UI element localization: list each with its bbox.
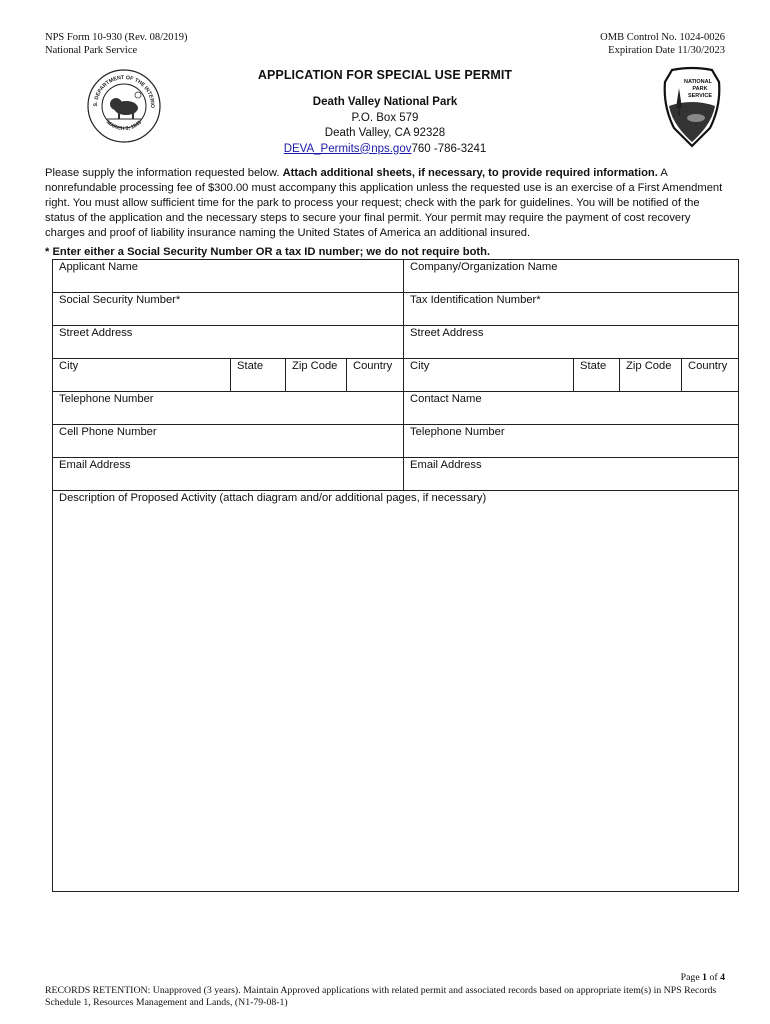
agency-name: National Park Service: [45, 45, 138, 56]
city-label-left: City: [59, 360, 79, 372]
form-header-right: [600, 31, 725, 57]
contact-line: [0, 142, 770, 158]
contact-name-label: Contact Name: [410, 393, 482, 405]
application-form-table: [52, 259, 739, 892]
description-label: Description of Proposed Activity (attach diagram and/or additional pages, if necessary): [59, 492, 487, 504]
current-page: 1: [702, 972, 708, 983]
email-label-right: Email Address: [410, 459, 482, 471]
zip-label-left: Zip Code: [292, 360, 338, 372]
tax-id-label: Tax Identification Number*: [410, 294, 541, 306]
intro-paragraph: [45, 166, 725, 241]
page-title: APPLICATION FOR SPECIAL USE PERMIT: [257, 68, 513, 82]
cell-phone-field[interactable]: [53, 425, 404, 458]
state-field-right[interactable]: [574, 359, 620, 392]
svg-text:MARCH 3, 1849: MARCH 3, 1849: [105, 119, 143, 133]
expiration-date: Expiration Date 11/30/2023: [608, 45, 725, 56]
email-field-right[interactable]: [404, 458, 739, 491]
zip-label-right: Zip Code: [626, 360, 672, 372]
street-address-label-right: Street Address: [410, 327, 484, 339]
contact-name-field[interactable]: [404, 392, 739, 425]
page-of-label: of: [707, 972, 721, 983]
phone-number: 760 -786-3241: [411, 142, 487, 155]
form-header-left: [45, 31, 188, 57]
email-link[interactable]: DEVA_Permits@nps.gov: [283, 142, 412, 155]
city-state-zip: Death Valley, CA 92328: [324, 127, 446, 139]
city-label-right: City: [410, 360, 430, 372]
ssn-field[interactable]: [53, 293, 404, 326]
telephone-field-left[interactable]: [53, 392, 404, 425]
telephone-field-right[interactable]: [404, 425, 739, 458]
applicant-name-field[interactable]: [53, 260, 404, 293]
state-label-left: State: [237, 360, 264, 372]
ssn-note: * Enter either a Social Security Number OR a tax ID number; we do not require both.: [45, 246, 491, 258]
page-number: [45, 972, 725, 985]
records-retention-text: RECORDS RETENTION: Unapproved (3 years). Maintain Approved applications with related permit and associated records based on appropriate item(s) in NPS Records Schedule 1, Resources Management and Lands, (N1-79-08-1): [45, 984, 717, 1008]
country-label-right: Country: [688, 360, 728, 372]
svg-text:NATIONAL: NATIONAL: [683, 79, 713, 85]
city-field-right[interactable]: [404, 359, 574, 392]
total-pages: 4: [720, 972, 725, 983]
intro-text-2: A nonrefundable processing fee of $300.00 must accompany this application unless the requested use is an exercise of a First Amendment right. You must allow sufficient time for the park to process your request; check with the park for guidelines. You will be notified of the status of the application and the necessary steps to secure your final permit. Your permit may require the payment of cost recovery charges and proof of liability insurance naming the United States of America an additional insured.: [45, 167, 723, 239]
park-name: Death Valley National Park: [312, 96, 458, 108]
description-field[interactable]: [53, 491, 739, 892]
zip-field-right[interactable]: [620, 359, 682, 392]
form-number: NPS Form 10-930 (Rev. 08/2019): [45, 32, 188, 43]
state-label-right: State: [580, 360, 607, 372]
company-name-label: Company/Organization Name: [410, 261, 558, 273]
page-footer: [45, 972, 725, 1010]
email-label-left: Email Address: [59, 459, 131, 471]
ssn-label: Social Security Number*: [59, 294, 181, 306]
page-label: Page: [680, 972, 703, 983]
country-label-left: Country: [353, 360, 393, 372]
telephone-label-left: Telephone Number: [59, 393, 154, 405]
svg-text:U.S. DEPARTMENT OF THE INTERIO: S. DEPARTMENT OF THE INTERIO: [92, 74, 156, 108]
tax-id-field[interactable]: [404, 293, 739, 326]
intro-text-1: Please supply the information requested below.: [45, 167, 283, 179]
street-address-label-left: Street Address: [59, 327, 133, 339]
street-address-field-right[interactable]: [404, 326, 739, 359]
country-field-left[interactable]: [347, 359, 404, 392]
country-field-right[interactable]: [682, 359, 739, 392]
cell-phone-label: Cell Phone Number: [59, 426, 157, 438]
applicant-name-label: Applicant Name: [59, 261, 138, 273]
company-name-field[interactable]: [404, 260, 739, 293]
omb-control-number: OMB Control No. 1024-0026: [600, 32, 725, 43]
intro-bold-text: Attach additional sheets, if necessary, to provide required information.: [282, 167, 658, 179]
po-box: P.O. Box 579: [351, 111, 419, 124]
city-field-left[interactable]: [53, 359, 231, 392]
svg-text:SERVICE: SERVICE: [687, 93, 713, 99]
street-address-field-left[interactable]: [53, 326, 404, 359]
state-field-left[interactable]: [231, 359, 286, 392]
svg-text:PARK: PARK: [692, 86, 708, 92]
telephone-label-right: Telephone Number: [410, 426, 505, 438]
park-address-block: [0, 95, 770, 157]
zip-field-left[interactable]: [286, 359, 347, 392]
email-field-left[interactable]: [53, 458, 404, 491]
